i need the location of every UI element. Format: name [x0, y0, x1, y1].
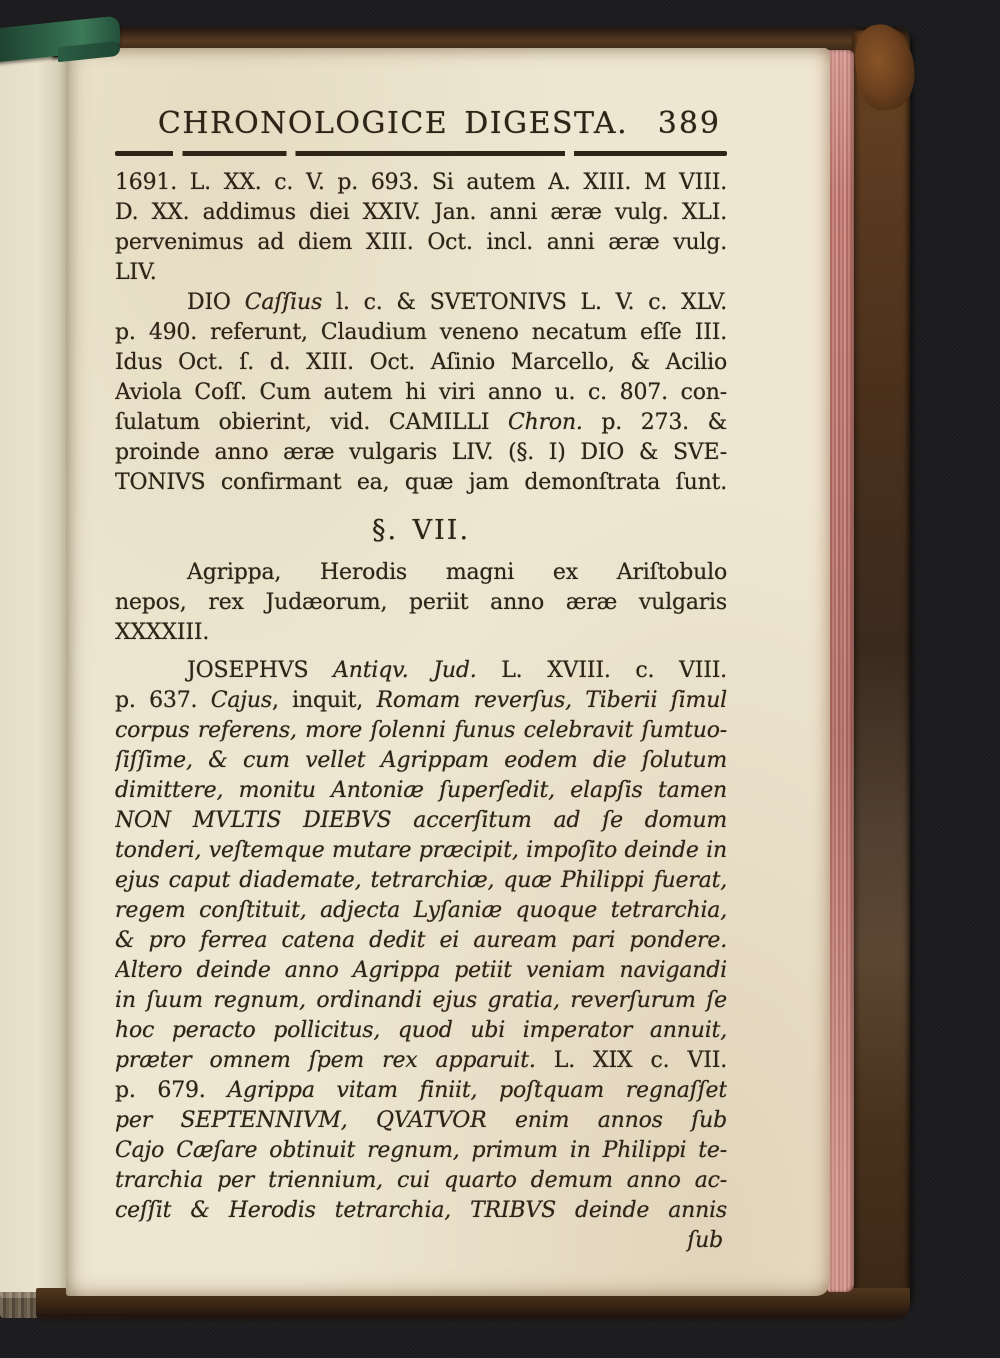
text-line — [115, 1136, 727, 1166]
roman-text: D. XX. addimus diei XXIV. Jan. anni æræ vulg. XLI. — [115, 200, 727, 225]
text-line — [115, 1196, 727, 1226]
text-line — [115, 468, 727, 498]
italic-text: tonderi, veſtemque mutare præcipit, impoſito deinde in — [115, 838, 727, 863]
italic-text: per SEPTENNIVM, QVATVOR enim annos ſub — [115, 1108, 727, 1133]
italic-text: dimittere, monitu Antoniæ ſuperſedit, elapſis tamen — [115, 778, 727, 803]
italic-text: in ſuum regnum, ordinandi ejus gratia, reverſurum ſe — [115, 988, 727, 1013]
section-heading: §. VII. — [371, 515, 471, 546]
text-line — [115, 1016, 727, 1046]
text-column — [115, 104, 727, 1256]
roman-text: ſulatum obierint, vid. CAMILLI — [115, 410, 508, 435]
red-fore-edge — [828, 50, 854, 1292]
italic-text: regem conſtituit, adjecta Lyſaniæ quoque tetrarchia, — [115, 898, 727, 923]
roman-text: TONIVS confirmant ea, quæ jam demonſtrata ſunt. — [115, 470, 727, 495]
roman-text: nepos, rex Judæorum, periit anno æræ vulgaris — [115, 590, 727, 615]
paragraph — [115, 656, 727, 1226]
italic-text: Altero deinde anno Agrippa petiit veniam navigandi — [115, 958, 727, 983]
italic-text: ejus caput diademate, tetrarchiæ, quæ Philippi fuerat, — [115, 868, 727, 893]
header-rule — [115, 151, 727, 156]
book-page — [66, 48, 830, 1296]
italic-text: Cajus — [210, 688, 272, 713]
text-line — [115, 926, 727, 956]
text-line — [115, 228, 727, 258]
roman-text: , inquit, — [271, 688, 377, 713]
text-line — [115, 1076, 727, 1106]
roman-text: XXXXIII. — [115, 620, 210, 645]
italic-text: Caſſius — [244, 290, 323, 315]
roman-text: 1691. L. XX. c. V. p. 693. Si autem A. XIII. M VIII. — [115, 170, 727, 195]
text-line — [115, 836, 727, 866]
roman-text: p. 637. — [115, 688, 211, 713]
text-line — [115, 318, 727, 348]
text-line — [115, 746, 727, 776]
text-line — [115, 588, 727, 618]
facing-page-edge — [0, 42, 68, 1298]
text-line — [115, 438, 727, 468]
text-line — [115, 686, 727, 716]
text-line — [115, 198, 727, 228]
text-line — [115, 618, 727, 648]
text-line — [115, 956, 727, 986]
roman-text: p. 273. & — [582, 410, 727, 435]
book-cover-right-edge — [852, 30, 910, 1315]
italic-text: hoc peracto pollicitus, quod ubi imperator annuit, — [115, 1018, 727, 1043]
italic-text: Antiqv. Jud. — [333, 658, 477, 683]
text-line — [115, 558, 727, 588]
paragraph — [115, 168, 727, 288]
italic-text: Cajo Cæſare obtinuit regnum, primum in Philippi te- — [115, 1138, 727, 1163]
text-line — [115, 408, 727, 438]
italic-text: Romam reverſus, Tiberii ſimul — [376, 688, 727, 713]
roman-text: Idus Oct. ſ. d. XIII. Oct. Aſinio Marcello, & Acilio — [115, 350, 727, 375]
text-line — [115, 716, 727, 746]
text-line — [115, 1046, 727, 1076]
roman-text: L. XIX c. VII. — [553, 1048, 727, 1073]
roman-text: p. 679. — [115, 1078, 228, 1103]
text-line — [115, 866, 727, 896]
italic-text: Chron. — [507, 410, 583, 435]
text-line — [115, 986, 727, 1016]
text-line — [115, 168, 727, 198]
paragraph — [115, 558, 727, 648]
roman-text: Aviola Coſſ. Cum autem hi viri anno u. c. 807. con- — [115, 380, 727, 405]
paragraph — [115, 288, 727, 498]
roman-text: pervenimus ad diem XIII. Oct. incl. anni æræ vulg. — [115, 230, 727, 255]
catchword: ſub — [687, 1228, 723, 1253]
text-body — [115, 168, 727, 1256]
italic-text: præter omnem ſpem rex apparuit. — [115, 1048, 554, 1073]
italic-text: trarchia per triennium, cui quarto demum anno ac- — [115, 1168, 727, 1193]
page-number: 389 — [657, 106, 721, 141]
running-header-title: CHRONOLOGICE DIGESTA. — [157, 106, 629, 141]
roman-text: Agrippa, Herodis magni ex Ariſtobulo — [187, 560, 727, 585]
text-line — [115, 348, 727, 378]
roman-text: proinde anno æræ vulgaris LIV. (§. I) DIO & SVE- — [115, 440, 727, 465]
roman-text: l. c. & SVETONIVS L. V. c. XLV. — [322, 290, 727, 315]
italic-text: NON MVLTIS DIEBVS accerſitum ad ſe domum — [115, 808, 727, 833]
text-line — [115, 288, 727, 318]
roman-text: L. XVIII. c. VIII. — [476, 658, 727, 683]
text-line — [115, 258, 727, 288]
text-line — [115, 896, 727, 926]
text-line — [115, 1166, 727, 1196]
roman-text: p. 490. referunt, Claudium veneno necatum eſſe III. — [115, 320, 727, 345]
text-line — [115, 378, 727, 408]
italic-text: ceſſit & Herodis tetrarchia, TRIBVS deinde annis — [115, 1198, 727, 1223]
text-line — [115, 656, 727, 686]
italic-text: ſiſſime, & cum vellet Agrippam eodem die ſolutum — [115, 748, 727, 773]
roman-text: DIO — [187, 290, 245, 315]
running-header — [115, 104, 727, 144]
roman-text: JOSEPHVS — [187, 658, 334, 683]
text-line — [115, 806, 727, 836]
italic-text: & pro ferrea catena dedit ei auream pari pondere. — [115, 928, 727, 953]
text-line — [115, 1106, 727, 1136]
roman-text: LIV. — [115, 260, 157, 285]
italic-text: Agrippa vitam finiit, poſtquam regnaſſet — [227, 1078, 727, 1103]
text-line — [115, 776, 727, 806]
italic-text: corpus referens, more ſolenni funus celebravit ſumtuo- — [115, 718, 727, 743]
